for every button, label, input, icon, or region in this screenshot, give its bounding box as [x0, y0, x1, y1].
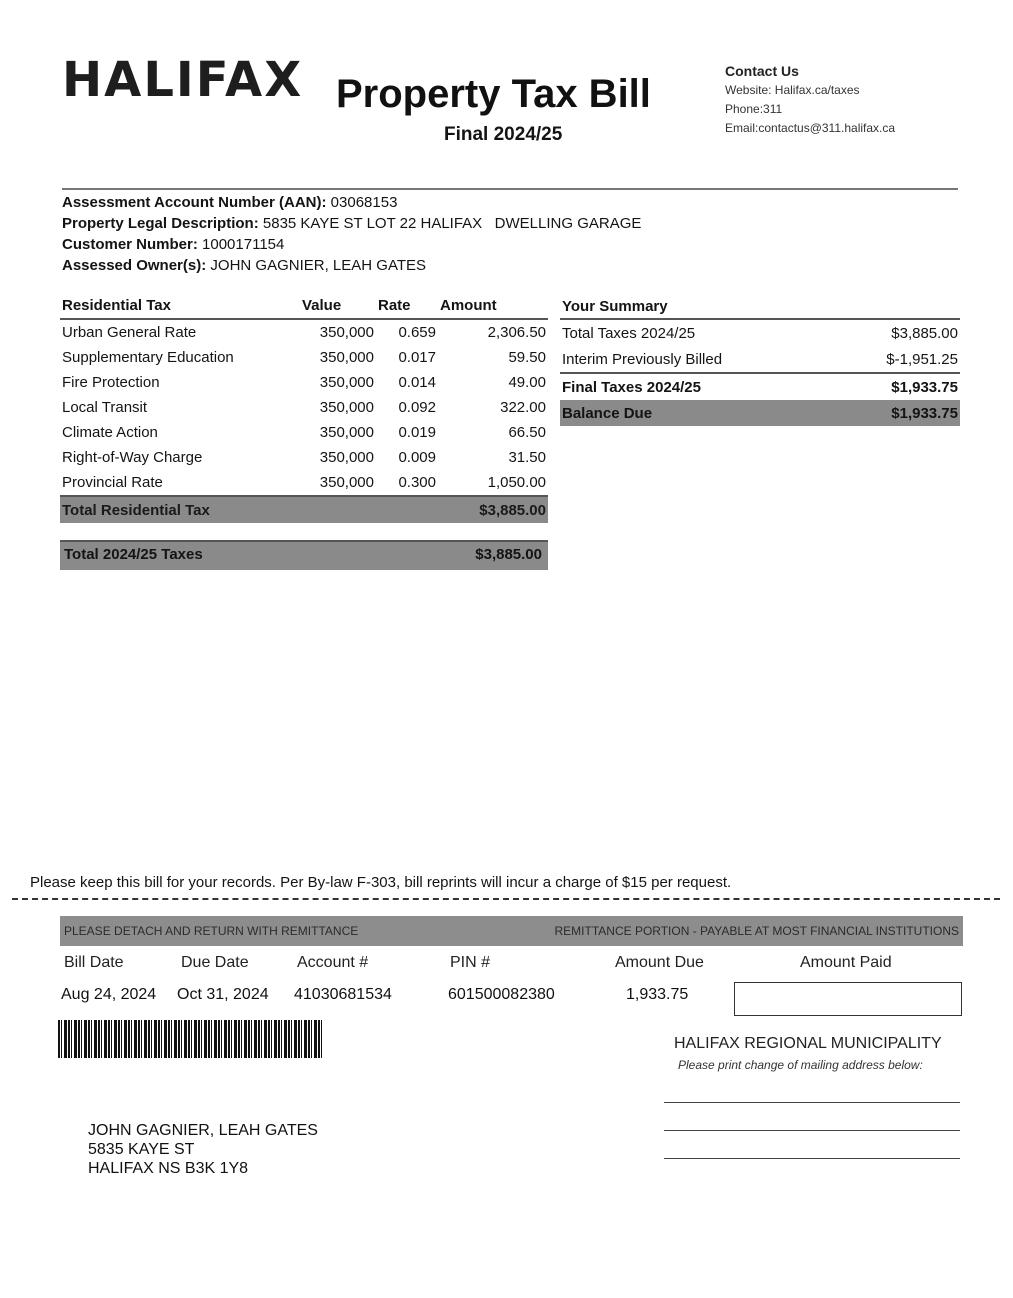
total-residential-amount: $3,885.00 [438, 496, 548, 523]
row-rate: 0.017 [398, 349, 436, 366]
bill-date-header: Bill Date [64, 954, 124, 971]
table-row [60, 445, 548, 470]
row-amount: 31.50 [508, 449, 546, 466]
header-rate: Rate [378, 296, 411, 314]
tax-table-header [60, 292, 548, 319]
summary-row-final [560, 373, 960, 400]
row-label: Fire Protection [62, 374, 160, 391]
row-amount: 322.00 [500, 399, 546, 416]
summary-label: Final Taxes 2024/25 [560, 373, 830, 400]
barcode [58, 1020, 324, 1058]
row-label: Climate Action [62, 424, 158, 441]
row-value: 350,000 [319, 374, 374, 391]
pin-header: PIN # [450, 954, 491, 971]
contact-phone: Phone:311 [725, 102, 783, 116]
amount-paid-header: Amount Paid [800, 954, 892, 971]
contact-website: Website: Halifax.ca/taxes [725, 83, 860, 97]
summary-value: $1,933.75 [830, 373, 960, 400]
row-rate: 0.014 [398, 374, 436, 391]
row-label: Right-of-Way Charge [62, 449, 203, 466]
contact-block [725, 62, 895, 138]
address-line[interactable] [664, 1102, 960, 1103]
aan-value: 03068153 [330, 194, 398, 211]
row-label: Provincial Rate [62, 474, 163, 491]
page-subtitle: Final 2024/25 [444, 124, 563, 145]
table-row [60, 470, 548, 496]
account-header: Account # [297, 954, 369, 971]
summary-row-balance [560, 400, 960, 426]
due-date-value: Oct 31, 2024 [177, 986, 269, 1003]
amount-due-value: 1,933.75 [626, 986, 689, 1003]
page-title: Property Tax Bill [336, 72, 651, 116]
row-label: Urban General Rate [62, 324, 197, 341]
row-rate: 0.300 [398, 474, 436, 491]
contact-heading: Contact Us [725, 63, 799, 79]
mailing-address [88, 1121, 318, 1178]
due-date-header: Due Date [181, 954, 249, 971]
balance-due-value: $1,933.75 [830, 400, 960, 426]
table-row [60, 420, 548, 445]
owners-value: JOHN GAGNIER, LEAH GATES [210, 257, 427, 274]
amount-due-header: Amount Due [615, 954, 704, 971]
mailing-line-2: 5835 KAYE ST [88, 1141, 195, 1158]
row-rate: 0.009 [398, 449, 436, 466]
legal-value: 5835 KAYE ST LOT 22 HALIFAX DWELLING GARAGE [262, 215, 642, 232]
remittance-right-text: REMITTANCE PORTION - PAYABLE AT MOST FINANCIAL INSTITUTIONS [554, 924, 959, 938]
contact-email: Email:contactus@311.halifax.ca [725, 121, 896, 135]
municipality-name: HALIFAX REGIONAL MUNICIPALITY [674, 1035, 942, 1052]
summary-heading: Your Summary [562, 297, 668, 315]
row-value: 350,000 [319, 449, 374, 466]
address-change-note: Please print change of mailing address below: [678, 1058, 923, 1072]
summary-row [560, 346, 960, 373]
remittance-bar [60, 916, 963, 946]
mailing-line-1: JOHN GAGNIER, LEAH GATES [88, 1122, 318, 1139]
table-row [60, 345, 548, 370]
customer-value: 1000171154 [202, 236, 285, 253]
balance-due-label: Balance Due [560, 400, 830, 426]
header-value: Value [302, 296, 342, 314]
header-residential-tax: Residential Tax [62, 296, 171, 314]
table-row [60, 319, 548, 345]
detach-line [12, 898, 1000, 900]
residential-tax-table [60, 292, 548, 523]
row-label: Supplementary Education [62, 349, 234, 366]
records-note: Please keep this bill for your records. Per By-law F-303, bill reprints will incur a charge of $15 per request. [30, 874, 732, 891]
row-value: 350,000 [319, 399, 374, 416]
aan-label: Assessment Account Number (AAN): [62, 194, 327, 211]
summary-label: Interim Previously Billed [562, 350, 723, 368]
account-value: 41030681534 [294, 986, 392, 1003]
row-amount: 1,050.00 [487, 474, 546, 491]
halifax-logo: HALIFAX [62, 52, 304, 108]
row-rate: 0.659 [398, 324, 436, 341]
grand-total-bar [60, 540, 548, 570]
account-info [62, 192, 641, 276]
row-rate: 0.092 [398, 399, 436, 416]
total-residential-row [60, 496, 548, 523]
row-rate: 0.019 [398, 424, 436, 441]
table-row [60, 370, 548, 395]
row-amount: 2,306.50 [487, 324, 546, 341]
mailing-line-3: HALIFAX NS B3K 1Y8 [88, 1160, 249, 1177]
row-value: 350,000 [319, 349, 374, 366]
summary-value: $3,885.00 [891, 324, 958, 342]
amount-paid-field[interactable] [734, 982, 962, 1016]
summary-row [560, 319, 960, 346]
row-label: Local Transit [62, 399, 148, 416]
row-value: 350,000 [319, 474, 374, 491]
row-amount: 59.50 [508, 349, 546, 366]
summary-section [560, 294, 960, 426]
row-value: 350,000 [319, 424, 374, 441]
summary-label: Total Taxes 2024/25 [562, 324, 696, 342]
pin-value: 601500082380 [448, 986, 555, 1003]
bill-date-value: Aug 24, 2024 [61, 986, 157, 1003]
customer-label: Customer Number: [62, 236, 198, 253]
header-divider [62, 188, 958, 190]
table-row [60, 395, 548, 420]
legal-label: Property Legal Description: [62, 215, 259, 232]
owners-label: Assessed Owner(s): [62, 257, 207, 274]
address-line[interactable] [664, 1130, 960, 1131]
grand-total-label: Total 2024/25 Taxes [64, 546, 203, 563]
row-amount: 66.50 [508, 424, 546, 441]
residential-tax-section [60, 292, 548, 523]
summary-value: $-1,951.25 [886, 350, 958, 368]
grand-total-amount: $3,885.00 [475, 546, 542, 563]
header-amount: Amount [440, 296, 497, 314]
address-line[interactable] [664, 1158, 960, 1159]
remittance-left-text: PLEASE DETACH AND RETURN WITH REMITTANCE [64, 924, 359, 938]
row-amount: 49.00 [508, 374, 546, 391]
total-residential-label: Total Residential Tax [60, 496, 438, 523]
summary-table [560, 294, 960, 426]
row-value: 350,000 [319, 324, 374, 341]
